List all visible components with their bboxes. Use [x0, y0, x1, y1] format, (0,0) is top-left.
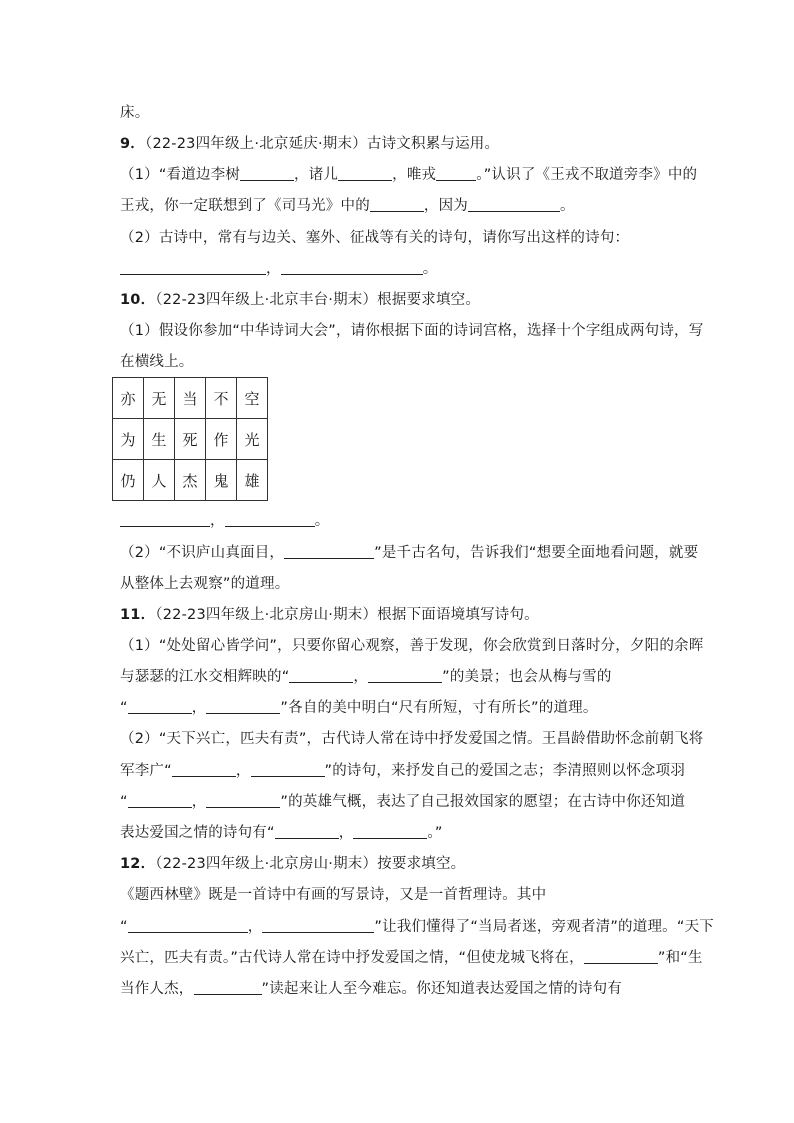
grid-cell: 仍: [113, 460, 144, 501]
poem-character-grid: [112, 377, 268, 501]
grid-cell: 雄: [237, 460, 268, 501]
answer-blank[interactable]: [128, 792, 192, 808]
question-11-heading: 11．（22-23四年级上·北京房山·期末）根据下面语境填写诗句。: [120, 607, 539, 623]
answer-blank[interactable]: [128, 698, 192, 714]
answer-blank[interactable]: [262, 917, 374, 933]
grid-row: [113, 460, 268, 501]
question-10-part-2-cont: 从整体上去观察”的道理。: [120, 576, 290, 592]
question-10-heading: 10．（22-23四年级上·北京丰台·期末）根据要求填空。: [120, 292, 481, 308]
question-10-answer-line: ， 。: [120, 511, 329, 531]
question-number: 10．: [120, 292, 156, 308]
text-line: 床。: [120, 105, 150, 121]
grid-cell: 光: [237, 419, 268, 460]
answer-blank[interactable]: [338, 165, 392, 181]
question-12-line-1: 《题西林壁》既是一首诗中有画的写景诗，又是一首哲理诗。其中: [120, 887, 547, 903]
answer-blank[interactable]: [584, 948, 658, 964]
answer-blank[interactable]: [468, 196, 560, 212]
question-10-part-2: （2）“不识庐山真面目， ”是千古名句，告诉我们“想要全面地看问题，就要: [120, 545, 699, 561]
answer-blank[interactable]: [206, 792, 280, 808]
answer-blank[interactable]: [368, 667, 442, 683]
question-12-line-4: 当作人杰， ”读起来让人至今难忘。你还知道表达爱国之情的诗句有: [120, 981, 623, 997]
answer-blank[interactable]: [206, 698, 280, 714]
answer-blank[interactable]: [281, 259, 423, 275]
answer-blank[interactable]: [275, 823, 339, 839]
grid-cell: 亦: [113, 378, 144, 419]
question-11-line-4: （2）“天下兴亡，匹夫有责”，古代诗人常在诗中抒发爱国之情。王昌龄借助怀念前朝飞将: [120, 731, 704, 747]
question-11-line-1: （1）“处处留心皆学问”，只要你留心观察，善于发现，你会欣赏到日落时分，夕阳的余晖: [120, 638, 704, 654]
grid-row: [113, 419, 268, 460]
question-9-part-1: （1）“看道边李树 ，诸儿 ，唯戎 。”认识了《王戎不取道旁李》中的: [120, 167, 698, 183]
answer-blank[interactable]: [251, 761, 325, 777]
answer-blank[interactable]: [240, 165, 294, 181]
question-12-line-2: “ ， ”让我们懂得了“当局者迷，旁观者清”的道理。“天下: [120, 919, 714, 935]
answer-blank[interactable]: [353, 823, 427, 839]
question-9-heading: 9．（22-23四年级上·北京延庆·期末）古诗文积累与运用。: [120, 136, 500, 152]
answer-blank[interactable]: [225, 511, 315, 527]
question-number: 11．: [120, 607, 156, 623]
answer-blank[interactable]: [120, 259, 266, 275]
grid-cell: 人: [144, 460, 175, 501]
grid-cell: 杰: [175, 460, 206, 501]
answer-blank[interactable]: [120, 511, 210, 527]
answer-blank[interactable]: [172, 761, 236, 777]
answer-blank[interactable]: [128, 917, 248, 933]
question-9-part-1-cont: 王戎，你一定联想到了《司马光》中的 ，因为 。: [120, 198, 575, 214]
question-11-line-6: “ ， ”的英雄气概，表达了自己报效国家的愿望；在古诗中你还知道: [120, 794, 686, 810]
grid-cell: 生: [144, 419, 175, 460]
question-10-part-1: （1）假设你参加“中华诗词大会”，请你根据下面的诗词宫格，选择十个字组成两句诗，写: [120, 323, 704, 339]
answer-blank[interactable]: [289, 667, 353, 683]
grid-cell: 为: [113, 419, 144, 460]
question-11-line-5: 军李广“ ， ”的诗句，来抒发自己的爱国之志；李清照则以怀念项羽: [120, 763, 686, 779]
grid-cell: 当: [175, 378, 206, 419]
answer-blank[interactable]: [194, 979, 262, 995]
question-number: 9．: [120, 136, 145, 152]
grid-row: [113, 378, 268, 419]
question-10-part-1-cont: 在横线上。: [120, 354, 194, 370]
grid-cell: 死: [175, 419, 206, 460]
answer-blank[interactable]: [284, 543, 374, 559]
question-12-line-3: 兴亡，匹夫有责。”古代诗人常在诗中抒发爱国之情，“但使龙城飞将在， ”和“生: [120, 950, 703, 966]
answer-blank[interactable]: [370, 196, 424, 212]
grid-cell: 空: [237, 378, 268, 419]
grid-cell: 鬼: [206, 460, 237, 501]
question-9-answer-line: ， 。: [120, 259, 437, 279]
grid-cell: 作: [206, 419, 237, 460]
answer-blank[interactable]: [436, 165, 476, 181]
grid-cell: 无: [144, 378, 175, 419]
question-11-line-2: 与瑟瑟的江水交相辉映的“ ， ”的美景；也会从梅与雪的: [120, 669, 612, 685]
grid-cell: 不: [206, 378, 237, 419]
question-11-line-7: 表达爱国之情的诗句有“ ， 。”: [120, 825, 443, 841]
question-12-heading: 12．（22-23四年级上·北京房山·期末）按要求填空。: [120, 856, 466, 872]
question-9-part-2: （2）古诗中，常有与边关、塞外、征战等有关的诗句，请你写出这样的诗句：: [120, 230, 630, 246]
question-number: 12．: [120, 856, 156, 872]
question-11-line-3: “ ， ”各自的美中明白“尺有所短，寸有所长”的道理。: [120, 700, 598, 716]
